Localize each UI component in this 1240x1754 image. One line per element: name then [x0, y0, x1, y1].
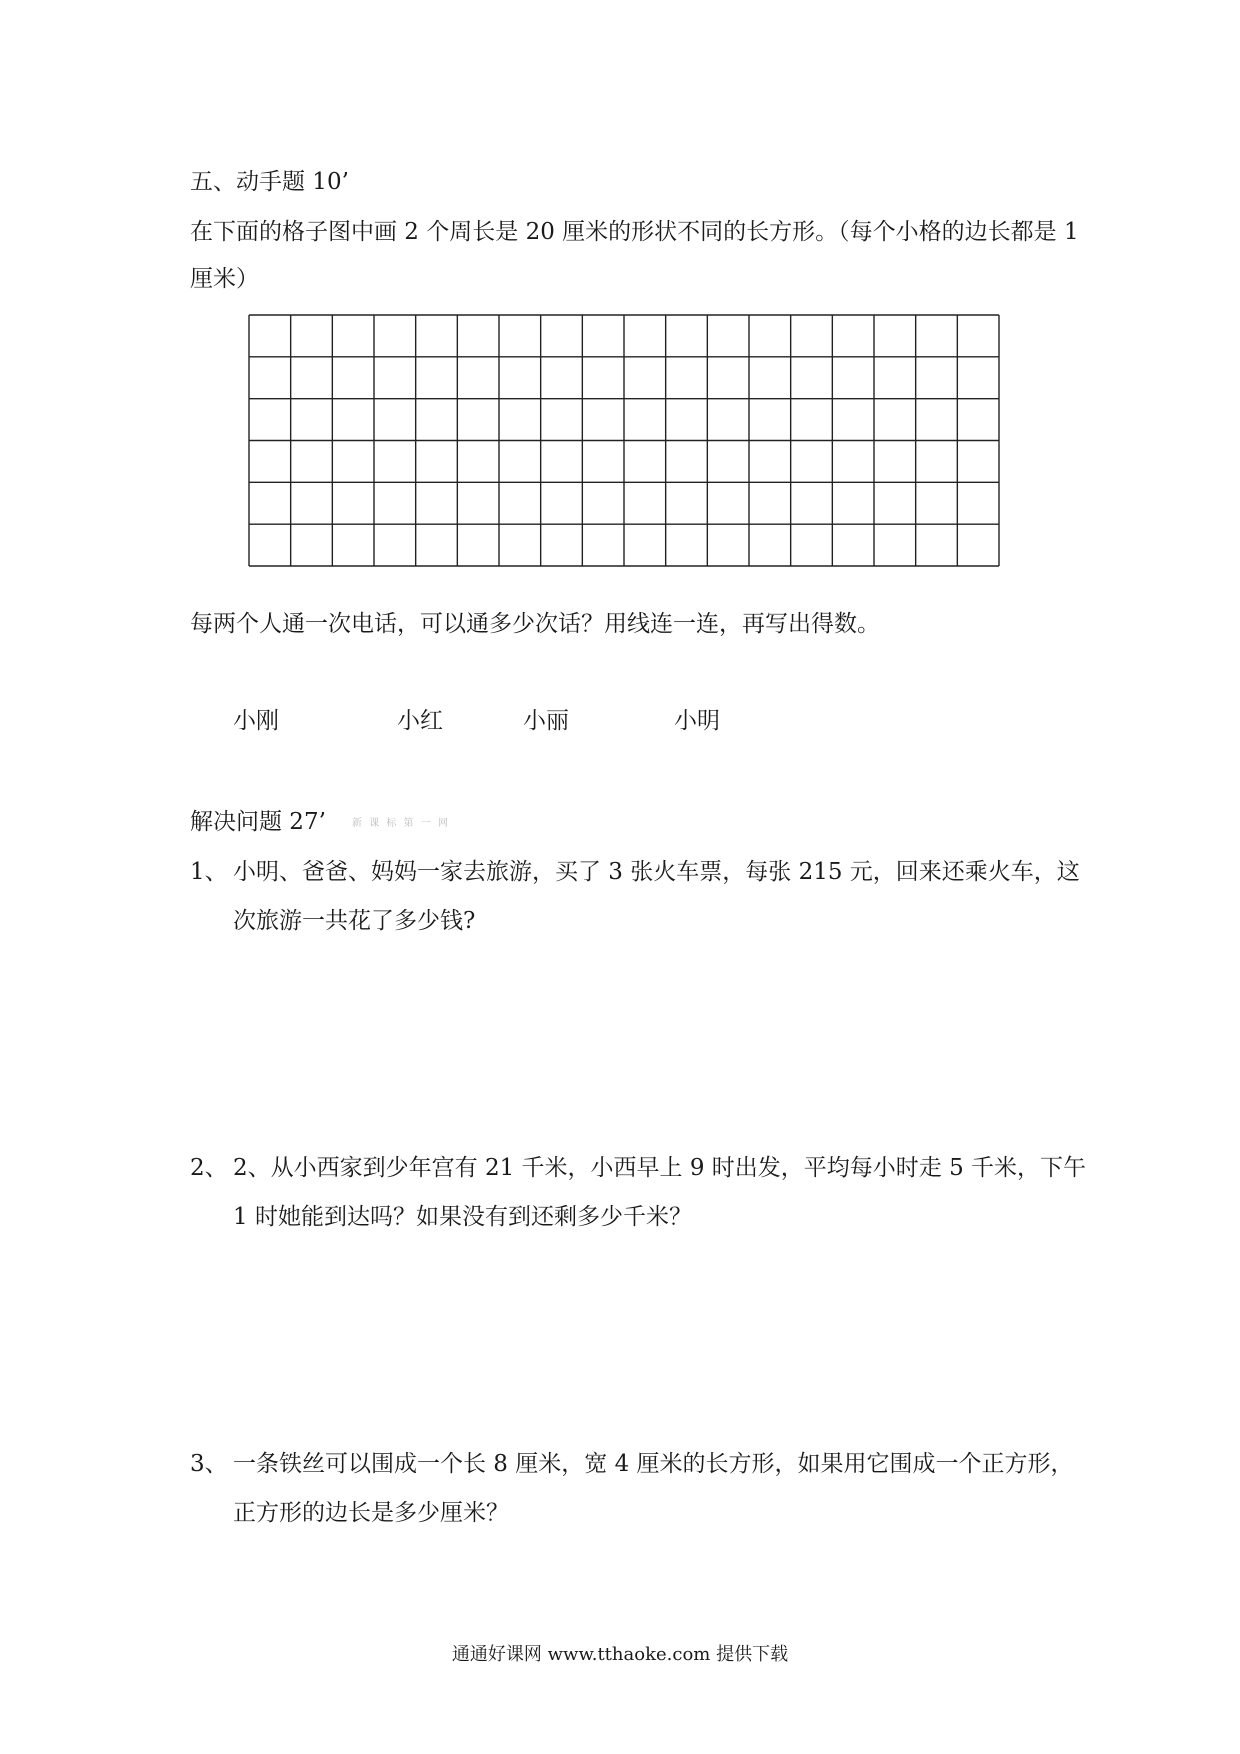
grid-task-line-2: 厘米） [190, 266, 259, 292]
drawing-grid[interactable] [248, 314, 1000, 567]
name-label: 小刚 [233, 708, 279, 734]
name-label: 小明 [674, 708, 720, 734]
question-text: 次旅游一共花了多少钱? [233, 908, 476, 934]
phone-call-question: 每两个人通一次电话，可以通多少次话？用线连一连，再写出得数。 [190, 611, 880, 637]
name-label: 小红 [397, 708, 443, 734]
question-text: 1 时她能到达吗？如果没有到还剩多少千米？ [233, 1204, 692, 1230]
solve-problems-title: 解决问题 27’ [190, 809, 326, 835]
question-number: 2、 [190, 1155, 228, 1181]
question-number: 3、 [190, 1451, 228, 1477]
question-text: 一条铁丝可以围成一个长 8 厘米，宽 4 厘米的长方形，如果用它围成一个正方形， [233, 1451, 1074, 1477]
question-text: 2、从小西家到少年宫有 21 千米，小西早上 9 时出发，平均每小时走 5 千米，下午 [233, 1155, 1087, 1181]
watermark: 新 课 标 第 一 网 [352, 818, 450, 829]
grid-task-line-1: 在下面的格子图中画 2 个周长是 20 厘米的形状不同的长方形。（每个小格的边长都是 1 [190, 219, 1079, 245]
question-text: 正方形的边长是多少厘米？ [233, 1500, 509, 1526]
question-text: 小明、爸爸、妈妈一家去旅游，买了 3 张火车票，每张 215 元，回来还乘火车，这 [233, 859, 1080, 885]
footer: 通通好课网 www.tthaoke.com 提供下载 [451, 1644, 789, 1665]
question-number: 1、 [190, 859, 228, 885]
section-title: 五、动手题 10’ [190, 169, 349, 195]
name-label: 小丽 [523, 708, 569, 734]
